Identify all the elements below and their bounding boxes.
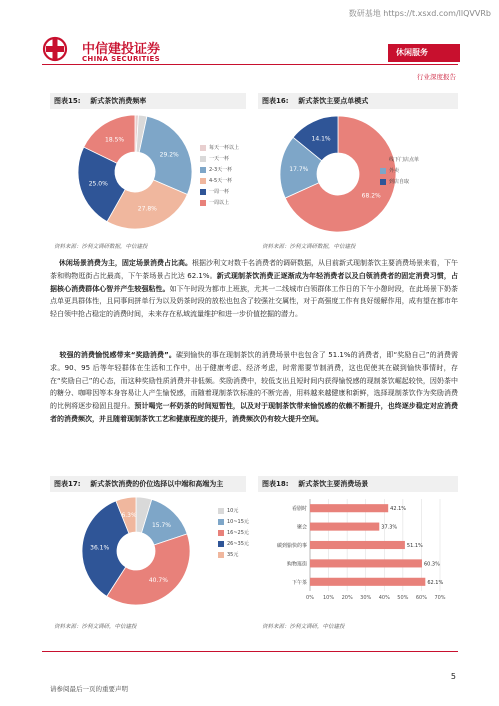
watermark-url: 数研基地 https://t.xsxd.com/llQVVRb <box>348 9 491 18</box>
p1-text-1: 根据沙利文对数千名消费者的调研数据，从目前新式现制茶饮主要消费场景来看，下午茶和购物逛街占比最高，下午茶场景占比达 62.1%。 <box>50 259 459 280</box>
fig15-legend-label: 一天一杯 <box>209 156 230 162</box>
fig18-xtick-label: 60% <box>415 595 427 601</box>
fig18-title-bar <box>258 476 458 492</box>
fig16-legend-swatch <box>380 179 386 185</box>
fig18-xtick-label: 30% <box>360 595 372 601</box>
fig18-bars <box>277 499 446 601</box>
fig16-source: 资料来源：沙利文调研数据，中信建投 <box>262 244 356 250</box>
fig17-legend-item <box>218 505 249 516</box>
fig16-title: 新式茶饮主要点单模式 <box>298 97 369 105</box>
page-number: 5 <box>450 672 456 681</box>
p2-text-1: 碳到愉快的事在现制茶饮的消费场景中也包含了 51.1%的消费者，即“奖励自己”的消费需求。90、95 后等年轻群体在生活和工作中，出于健康考虑、经济考虑，时常需要节制消费，这也促使其在碳到愉快事情时，存在“奖励自己”的心态，而这种奖励性质消费并非低频。奖励消费中，较低支出且短时间内获得愉悦感的现制茶饮崛起较快，因奶茶中的糖分、咖啡因等本身容易让人产生愉悦感，而随着现制茶饮标准的不断完善，用料越来越健康和新鲜，选择现制茶饮作为奖励消费的比例将逐步稳固且提升。 <box>50 351 459 411</box>
fig18-bar-0 <box>310 504 388 512</box>
fig17-legend-label: 10元 <box>227 508 239 514</box>
fig17-legend-item <box>218 516 249 527</box>
fig16-pie <box>280 116 396 232</box>
fig18-xtick-label: 40% <box>378 595 390 601</box>
fig16-slice-label-0: 68.2% <box>361 192 381 200</box>
fig16-legend-item <box>380 154 419 165</box>
footer-rule <box>42 651 458 652</box>
fig17-label: 图表17: <box>54 480 81 488</box>
fig16-legend-label: 外卖 <box>389 168 400 174</box>
fig15-label: 图表15: <box>54 97 81 105</box>
fig17-legend-item <box>218 527 249 538</box>
fig18-bar-4 <box>310 578 425 586</box>
fig15-legend-label: 4-5天一杯 <box>209 178 233 184</box>
fig17-slice-label-4: 6.3% <box>121 512 137 520</box>
fig17-slice-label-2: 40.7% <box>148 576 168 584</box>
fig15-legend-swatch <box>200 145 206 151</box>
p1-bold-2: 新式现制茶饮消费正逐渐成为年轻消费者以及白领消费者的固定消费习惯，占据核心消费群体心智并产生较强粘性。 <box>50 271 459 293</box>
p1-bold-lead: 休闲场景消费为主，固定场景消费占比高。 <box>58 259 192 267</box>
fig15-legend-label: 一周以上 <box>209 200 230 206</box>
fig18-category-label: 看剧时 <box>291 506 307 513</box>
brand-name-en: CHINA SECURITIES <box>82 55 160 63</box>
paragraph-consumption-scenarios <box>50 257 458 321</box>
fig16-title-bar <box>258 93 458 109</box>
fig18-bar-1 <box>310 523 379 531</box>
fig18-xtick-label: 20% <box>341 595 353 601</box>
fig15-legend-label: 每天一杯以上 <box>209 145 240 151</box>
fig17-legend-item <box>218 538 249 549</box>
fig18-value-label: 37.3% <box>381 524 398 531</box>
fig17-legend-swatch <box>218 508 224 514</box>
china-securities-logo <box>42 36 82 62</box>
p2-bold-lead: 较强的消费愉悦感带来“奖励消费”。 <box>59 351 177 359</box>
fig18-bar-2 <box>310 541 405 549</box>
fig16-legend-swatch <box>380 157 386 163</box>
fig18-title: 新式茶饮主要消费场景 <box>298 480 369 488</box>
fig17-slice-label-1: 15.7% <box>151 521 172 529</box>
report-type: 行业深度报告 <box>417 73 456 81</box>
fig17-title: 新式茶饮消费的价位选择以中端和高端为主 <box>90 480 224 488</box>
fig15-slice-label-3: 27.8% <box>137 205 157 213</box>
fig18-value-label: 42.1% <box>390 506 407 513</box>
section-tag: 休闲服务 <box>388 44 460 62</box>
fig18-xtick-label: 0% <box>306 595 314 601</box>
fig16-chart <box>258 110 458 235</box>
fig15-title: 新式茶饮消费频率 <box>90 97 147 105</box>
fig16-slice-label-2: 14.1% <box>311 135 331 143</box>
fig16-legend-swatch <box>380 168 386 174</box>
fig17-legend-swatch <box>218 541 224 547</box>
paragraph-reward-consumption <box>50 349 458 426</box>
fig15-slice-label-2: 29.2% <box>159 151 179 159</box>
p2-bold-2: 预计喝完一杯奶茶的时间短暂性，以及对于现制茶饮带来愉悦感的依赖不断提升，也终逐步稳定对应消费者的消费频次，并且随着现制茶饮工艺和健康程度的提升，消费频次仍有较大提升空间。 <box>50 402 458 423</box>
fig17-legend-label: 10~15元 <box>227 519 249 525</box>
fig17-legend-label: 35元 <box>227 552 239 558</box>
fig15-legend-swatch <box>200 156 206 162</box>
fig18-category-label: 聚会 <box>296 524 307 531</box>
fig17-legend-item <box>218 549 249 560</box>
fig16-legend <box>380 154 419 187</box>
fig15-source: 资料来源：沙利文调研数据，中信建投 <box>54 244 148 250</box>
fig15-title-bar <box>50 93 246 109</box>
fig18-category-label: 碳到愉快的事 <box>276 543 307 549</box>
fig18-xtick-label: 70% <box>434 595 446 601</box>
fig18-value-label: 60.3% <box>423 561 440 568</box>
fig15-legend-label: 2-3天一杯 <box>209 167 233 173</box>
fig15-legend-label: 一周一杯 <box>209 189 230 195</box>
fig17-slice-label-3: 36.1% <box>90 544 110 552</box>
fig15-legend <box>200 142 239 208</box>
p1-text-2: 如下午时段为都市上班族，尤其一二线城市白领群体工作日的下午小憩时段，在此场景下奶茶点单更具群体性，且同事间拼单行为以及奶茶时段的放松也包含了较强社交属性，对于高强度工作有良好缓解作用，成有望在都市年轻白领中抢占稳定的消费时间，未来存在私域流量维护和进一步价值挖掘的潜力。 <box>50 284 459 319</box>
fig17-slice-label-0 <box>138 493 154 494</box>
fig16-legend-label: 线下门店点单 <box>389 157 420 163</box>
fig17-legend-swatch <box>218 552 224 558</box>
fig17-title-bar <box>50 476 246 492</box>
fig15-legend-item <box>200 197 239 208</box>
fig17-legend-label: 16~25元 <box>227 530 249 536</box>
fig15-legend-item <box>200 186 239 197</box>
fig18-value-label: 51.1% <box>406 543 423 549</box>
fig15-legend-item <box>200 142 239 153</box>
fig15-legend-item <box>200 153 239 164</box>
fig16-label: 图表16: <box>262 97 289 105</box>
fig16-slice-label-1: 17.7% <box>289 165 309 173</box>
fig15-legend-swatch <box>200 167 206 173</box>
fig15-legend-item <box>200 164 239 175</box>
fig18-category-label: 购物逛街 <box>286 561 307 568</box>
fig15-legend-swatch <box>200 178 206 184</box>
fig18-bar-3 <box>310 559 422 567</box>
fig15-slice-label-4: 25.0% <box>88 180 108 188</box>
fig15-pie <box>78 110 192 229</box>
fig17-legend-label: 26~35元 <box>227 541 249 547</box>
fig17-legend-swatch <box>218 519 224 525</box>
fig18-source: 资料来源：沙利文调研，中信建投 <box>262 624 345 630</box>
fig16-legend-item <box>380 165 419 176</box>
fig18-value-label: 62.1% <box>427 579 444 586</box>
footer-disclaimer: 请参阅最后一页的重要声明 <box>50 685 128 693</box>
fig17-pie <box>82 493 190 605</box>
fig16-legend-item <box>380 176 419 187</box>
fig18-category-label: 下午茶 <box>291 579 307 586</box>
fig17-legend-swatch <box>218 530 224 536</box>
brand-name-cn: 中信建投证券 <box>82 42 161 57</box>
fig17-source: 资料来源：沙利文调研，中信建投 <box>54 624 137 630</box>
fig15-slice-label-1 <box>136 110 152 112</box>
fig18-label: 图表18: <box>262 480 289 488</box>
fig15-legend-swatch <box>200 200 206 206</box>
fig15-legend-swatch <box>200 189 206 195</box>
fig15-slice-label-5: 18.5% <box>105 136 125 144</box>
header-rule <box>42 64 458 65</box>
fig17-legend <box>218 505 249 560</box>
fig18-chart <box>258 493 458 613</box>
fig15-legend-item <box>200 175 239 186</box>
fig18-xtick-label: 50% <box>397 595 409 601</box>
fig18-xtick-label: 10% <box>323 595 335 601</box>
fig16-legend-label: 到店自取 <box>389 179 410 185</box>
